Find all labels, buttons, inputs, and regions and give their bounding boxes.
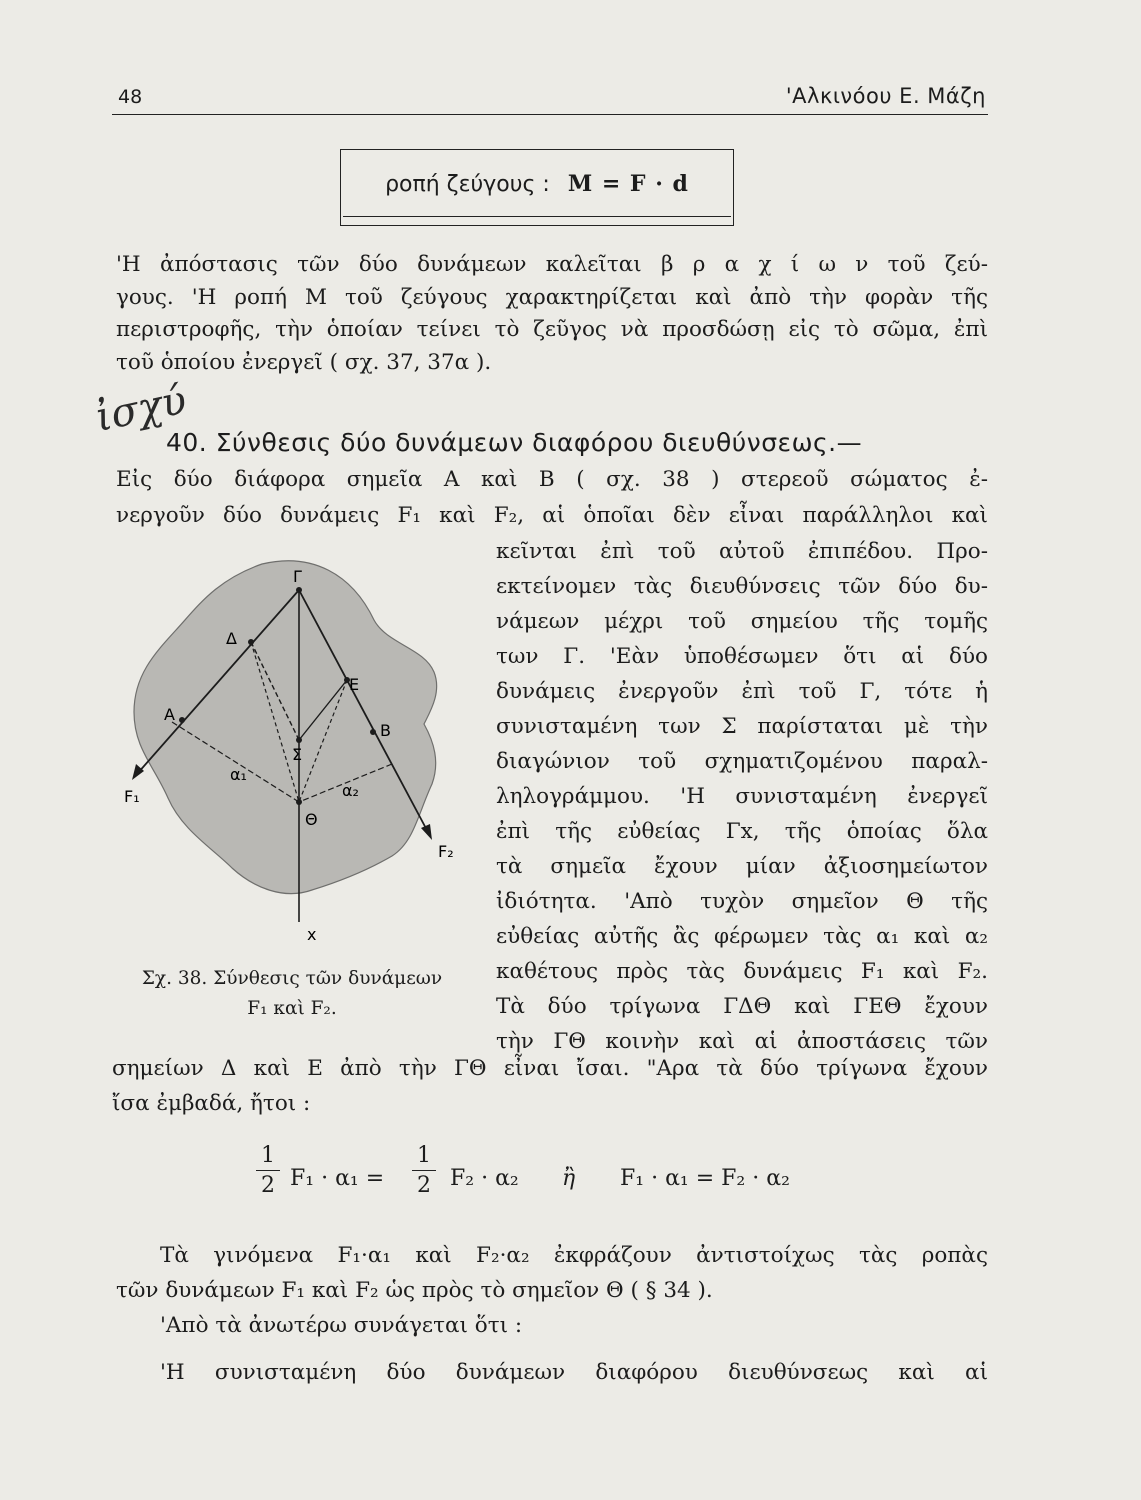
point-gamma <box>296 587 302 593</box>
equation-left-term: F₁ · α₁ = <box>290 1166 385 1191</box>
label-alpha: Α <box>164 705 175 724</box>
section-paragraph <box>116 462 988 534</box>
figure-caption <box>112 964 472 1024</box>
label-beta: Β <box>380 721 391 740</box>
intro-line: περιστροφῆς, τὴν ὁποίαν τείνει τὸ ζεῦγος νὰ προσδώσῃ εἰς τὸ σῶμα, ἐπὶ <box>116 317 988 342</box>
right-column-text <box>496 534 988 1059</box>
label-a1: α₁ <box>230 765 247 784</box>
intro-paragraph <box>116 249 988 379</box>
fraction-denominator: 2 <box>417 1173 431 1198</box>
right-line: δυνάμεις ἐνεργοῦν ἐπὶ τοῦ Γ, τότε ἡ <box>496 679 988 704</box>
right-line: ἰδιότητα. 'Απὸ τυχὸν σημεῖον Θ τῆς <box>496 889 988 914</box>
fraction-denominator: 2 <box>261 1173 275 1198</box>
continuation-line: ἴσα ἐμβαδά, ἤτοι : <box>112 1091 311 1116</box>
fraction-one-half <box>256 1142 280 1201</box>
point-delta <box>248 639 254 645</box>
closing-paragraph <box>116 1238 988 1390</box>
f2-arrowhead <box>421 824 432 840</box>
section-number: 40. <box>166 428 208 457</box>
label-f1: F₁ <box>124 787 140 806</box>
section-heading <box>166 428 862 457</box>
equation-simplified: F₁ · α₁ = F₂ · α₂ <box>620 1166 790 1191</box>
continuation-paragraph <box>112 1051 988 1121</box>
page-number: 48 <box>118 86 143 108</box>
running-head-author: 'Αλκινόου Ε. Μάζη <box>785 84 986 108</box>
formula-expression: M = F · d <box>567 171 689 197</box>
label-epsilon: Ε <box>349 675 360 694</box>
fraction-one-half <box>412 1142 436 1201</box>
closing-line: 'Η συνισταμένη δύο δυνάμεων διαφόρου διευθύνσεως καὶ αἱ <box>160 1360 988 1385</box>
right-line: τὰ σημεῖα ἔχουν μίαν ἀξιοσημείωτον <box>496 854 988 879</box>
right-line: ληλογράμμου. 'Η συνισταμένη ἐνεργεῖ <box>496 784 988 809</box>
right-line: εὐθείας αὐτῆς ἂς φέρωμεν τὰς α₁ καὶ α₂ <box>496 924 988 949</box>
label-gamma: Γ <box>293 567 302 586</box>
right-line: διαγώνιον τοῦ σχηματιζομένου παραλ- <box>496 749 988 774</box>
point-theta <box>296 799 302 805</box>
equation-right-term: F₂ · α₂ <box>450 1166 519 1191</box>
equation-conjunction: ἢ <box>562 1166 576 1191</box>
caption-line-1: Σχ. 38. Σύνθεσις τῶν δυνάμεων <box>141 968 443 989</box>
right-line: νάμεων μέχρι τοῦ σημείου τῆς τομῆς <box>496 609 988 634</box>
section-line: Εἰς δύο διάφορα σημεῖα A καὶ B ( σχ. 38 ) στερεοῦ σώματος ἐ- <box>116 467 988 492</box>
f1-arrowhead <box>132 764 144 780</box>
figure-38-force-diagram <box>112 552 482 952</box>
right-line: συνισταμένη των Σ παρίσταται μὲ τὴν <box>496 714 988 739</box>
right-line: εκτείνομεν τὰς διευθύνσεις τῶν δύο δυ- <box>496 574 988 599</box>
fraction-numerator: 1 <box>412 1142 436 1171</box>
handwritten-margin-note: ἰσχύ <box>91 376 191 442</box>
right-line: Τὰ δύο τρίγωνα ΓΔΘ καὶ ΓΕΘ ἔχουν <box>496 994 988 1019</box>
section-line: νεργοῦν δύο δυνάμεις F₁ καὶ F₂, αἱ ὁποῖαι δὲν εἶναι παράλληλοι καὶ <box>116 503 988 528</box>
point-alpha <box>179 717 185 723</box>
label-a2: α₂ <box>342 781 359 800</box>
intro-line: τοῦ ὁποίου ἐνεργεῖ ( σχ. 37, 37α ). <box>116 349 492 375</box>
couple-moment-formula-box <box>340 149 734 226</box>
right-line: τὴν ΓΘ κοινὴν καὶ αἱ ἀποστάσεις τῶν <box>496 1029 988 1054</box>
closing-line: τῶν δυνάμεων F₁ καὶ F₂ ὡς πρὸς τὸ σημεῖον Θ ( § 34 ). <box>116 1278 713 1303</box>
label-theta: Θ <box>305 810 318 829</box>
fraction-numerator: 1 <box>256 1142 280 1171</box>
caption-line-2: F₁ καὶ F₂. <box>247 998 337 1019</box>
closing-line: 'Απὸ τὰ ἀνωτέρω συνάγεται ὅτι : <box>160 1313 523 1338</box>
right-line: καθέτους πρὸς τὰς δυνάμεις F₁ καὶ F₂. <box>496 959 988 984</box>
label-delta: Δ <box>226 629 237 648</box>
label-x: x <box>307 925 317 944</box>
page-header <box>112 82 988 115</box>
point-sigma <box>296 737 302 743</box>
label-f2: F₂ <box>438 842 454 861</box>
formula-label: ροπή ζεύγους : <box>385 171 550 197</box>
right-line: κεῖνται ἐπὶ τοῦ αὐτοῦ ἐπιπέδου. Προ- <box>496 539 988 564</box>
continuation-line: σημείων Δ καὶ Ε ἀπὸ τὴν ΓΘ εἶναι ἴσαι. "Αρα τὰ δύο τρίγωνα ἔχουν <box>112 1056 988 1081</box>
label-sigma: Σ <box>292 745 303 764</box>
intro-line: 'Η ἀπόστασις τῶν δύο δυνάμεων καλεῖται β ρ α χ ί ω ν τοῦ ζεύ- <box>116 252 988 277</box>
point-beta <box>370 729 376 735</box>
right-line: ἐπὶ τῆς εὐθείας Γx, τῆς ὁποίας ὅλα <box>496 819 988 844</box>
moment-equation <box>256 1142 856 1222</box>
closing-line: Τὰ γινόμενα F₁·α₁ καὶ F₂·α₂ ἐκφράζουν ἀντιστοίχως τὰς ροπὰς <box>160 1243 988 1268</box>
section-title: Σύνθεσις δύο δυνάμεων διαφόρου διευθύνσεως.— <box>215 428 863 457</box>
intro-line: γους. 'Η ροπή M τοῦ ζεύγους χαρακτηρίζεται καὶ ἀπὸ τὴν φορὰν τῆς <box>116 284 988 310</box>
right-line: των Γ. 'Εὰν ὑποθέσωμεν ὅτι αἱ δύο <box>496 644 988 669</box>
